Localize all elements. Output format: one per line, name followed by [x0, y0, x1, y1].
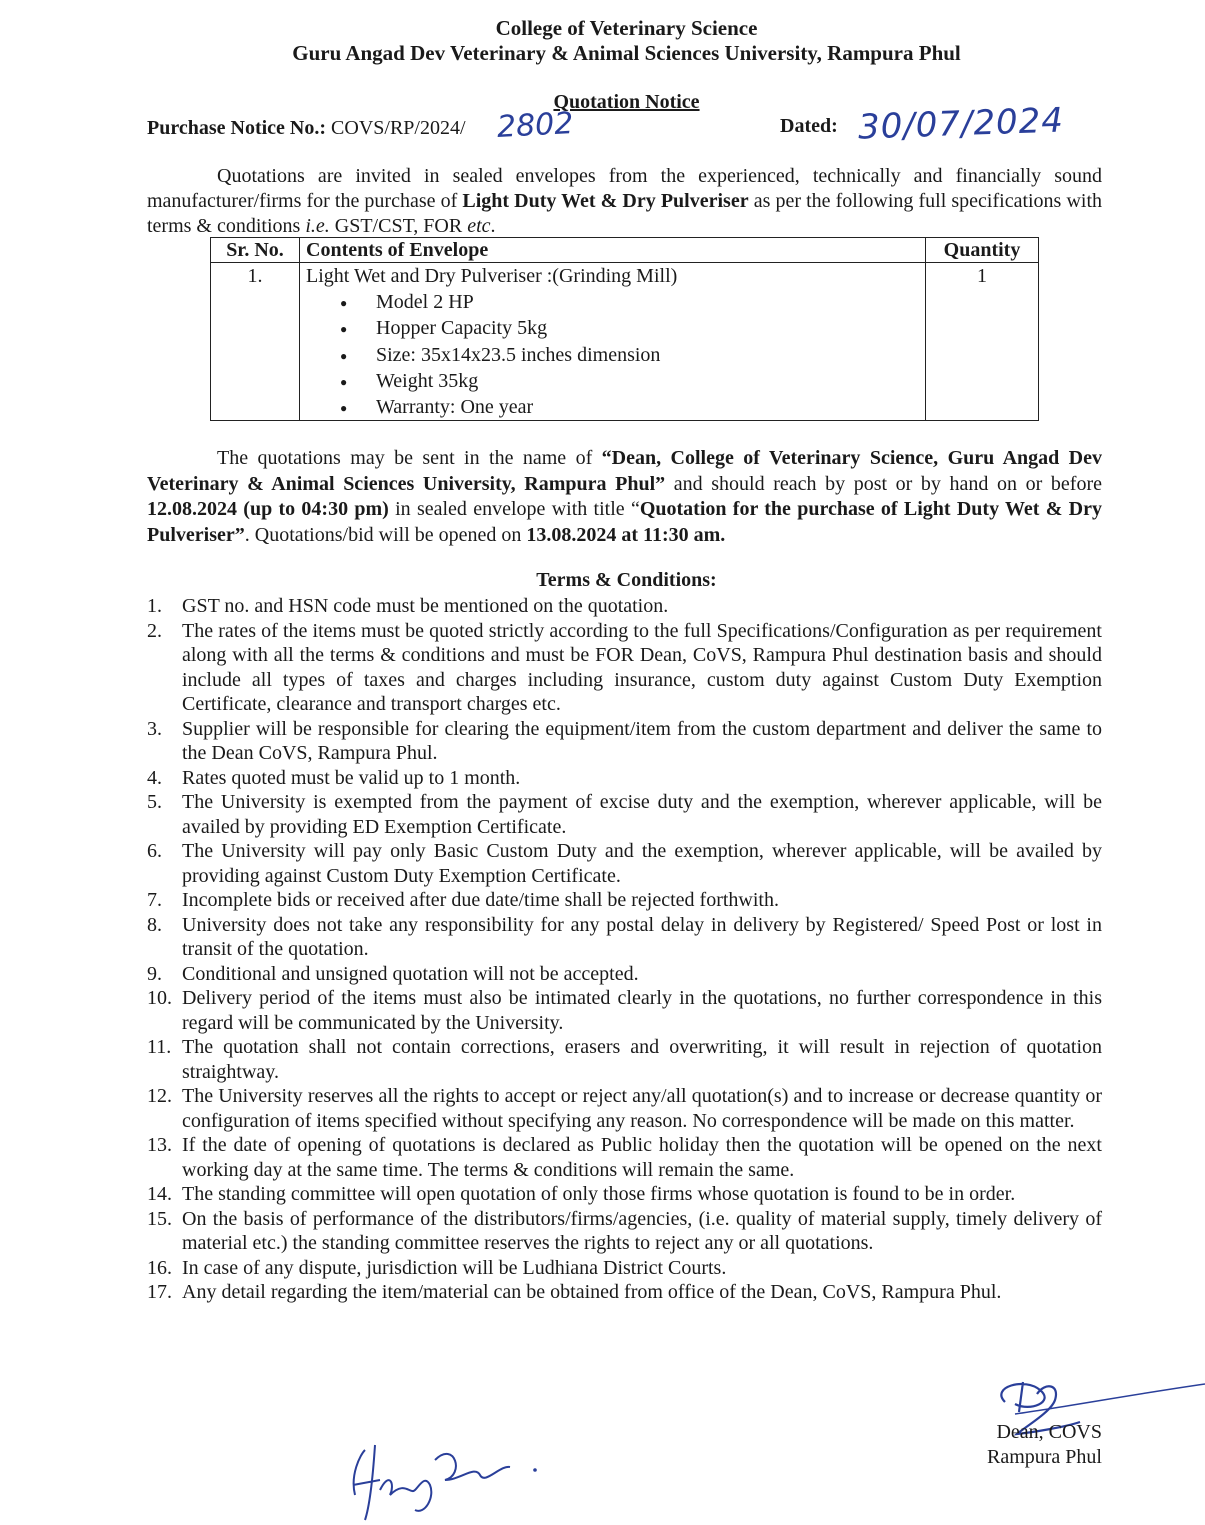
- spec-list: [306, 289, 919, 420]
- term-item: [147, 1133, 1102, 1182]
- term-item: [147, 962, 1102, 987]
- header-sr-no: Sr. No.: [211, 238, 300, 263]
- header-contents: Contents of Envelope: [300, 238, 926, 263]
- intro-item-name: Light Duty Wet & Dry Pulveriser: [462, 190, 749, 212]
- purchase-notice-number: [147, 117, 466, 140]
- table-row: [211, 263, 1039, 421]
- handwritten-notice-number: 2802: [496, 106, 575, 145]
- terms-list: [147, 594, 1102, 1305]
- term-text: The standing committee will open quotation of only those firms whose quotation is found to be in order.: [182, 1183, 1016, 1205]
- spec-item: ● Warranty: One year: [376, 394, 919, 420]
- term-item: [147, 839, 1102, 888]
- submission-text-4: . Quotations/bid will be opened on: [244, 523, 527, 546]
- submission-text-3: in sealed envelope with title “: [388, 498, 640, 520]
- term-number: 5.: [147, 791, 162, 813]
- intro-etc: etc: [467, 215, 491, 237]
- row-quantity: 1: [926, 263, 1039, 421]
- term-text: The rates of the items must be quoted strictly according to the full Specifications/Configuration as per requirement along with all the terms & conditions and must be FOR Dean, CoVS, Rampura Phul destination basis and should include all types of taxes and charges including insurance, custom duty against Custom Duty Exemption Certificate, clearance and transport charges etc.: [182, 619, 1102, 715]
- term-item: [147, 888, 1102, 913]
- row-item-name: Light Wet and Dry Pulveriser :(Grinding Mill): [306, 265, 678, 287]
- term-number: 14.: [147, 1183, 172, 1205]
- row-contents: [300, 263, 926, 421]
- term-text: If the date of opening of quotations is declared as Public holiday then the quotation will be opened on the next working day at the same time. The terms & conditions will remain the same.: [182, 1134, 1102, 1181]
- term-item: [147, 717, 1102, 766]
- term-number: 17.: [147, 1281, 172, 1303]
- term-number: 2.: [147, 619, 162, 642]
- handwritten-date: 30/07/2024: [857, 100, 1065, 148]
- opening-date: 13.08.2024 at 11:30 am.: [526, 523, 726, 546]
- term-text: On the basis of performance of the distributors/firms/agencies, (i.e. quality of material supply, timely delivery of material etc.) the standing committee reserves the rights to reject any or all quotations.: [182, 1207, 1102, 1254]
- table-header-row: [211, 238, 1039, 263]
- term-number: 7.: [147, 889, 162, 911]
- purchase-notice-label: Purchase Notice No.:: [147, 117, 327, 139]
- term-item: [147, 594, 1102, 619]
- signatory-designation: Dean, COVS: [996, 1421, 1102, 1443]
- term-item: [147, 1035, 1102, 1084]
- term-text: In case of any dispute, jurisdiction will be Ludhiana District Courts.: [182, 1256, 727, 1279]
- addressee: “Dean, College of Veterinary Science, Guru Angad Dev Veterinary & Animal Sciences University, Rampura Phul”: [147, 447, 1102, 495]
- terms-title: Terms & Conditions:: [536, 569, 717, 591]
- term-text: Delivery period of the items must also be intimated clearly in the quotations, no further correspondence in this regard will be communicated by the University.: [182, 987, 1102, 1034]
- envelope-title: Quotation for the purchase of Light Duty Wet & Dry Pulveriser”: [147, 498, 1102, 546]
- term-number: 16.: [147, 1256, 172, 1279]
- term-number: 3.: [147, 717, 162, 740]
- dated-label: Dated:: [780, 115, 838, 137]
- term-text: Rates quoted must be valid up to 1 month.: [182, 766, 521, 789]
- notice-title: Quotation Notice: [553, 91, 700, 113]
- term-item: [147, 790, 1102, 839]
- term-number: 10.: [147, 987, 172, 1009]
- term-text: Conditional and unsigned quotation will not be accepted.: [182, 962, 639, 985]
- due-date: 12.08.2024 (up to 04:30 pm): [147, 498, 389, 520]
- university-name: Guru Angad Dev Veterinary & Animal Sciences University, Rampura Phul: [292, 41, 961, 65]
- spec-item: ● Size: 35x14x23.5 inches dimension: [376, 342, 919, 368]
- term-number: 4.: [147, 766, 162, 789]
- term-number: 8.: [147, 913, 162, 936]
- specification-table: [210, 237, 1039, 421]
- signatory-place: Rampura Phul: [987, 1446, 1102, 1468]
- term-number: 1.: [147, 595, 162, 617]
- college-name: College of Veterinary Science: [495, 16, 758, 40]
- term-item: [147, 1207, 1102, 1256]
- term-item: [147, 913, 1102, 962]
- row-sr-no: 1.: [211, 263, 300, 421]
- term-item: [147, 1182, 1102, 1207]
- term-text: GST no. and HSN code must be mentioned on the quotation.: [182, 595, 669, 617]
- term-item: [147, 1084, 1102, 1133]
- term-item: [147, 1280, 1102, 1305]
- spec-item: ● Hopper Capacity 5kg: [376, 315, 919, 341]
- term-number: 9.: [147, 962, 162, 985]
- header-quantity: Quantity: [926, 238, 1039, 263]
- term-item: [147, 986, 1102, 1035]
- signature-block: [976, 1420, 1102, 1470]
- term-text: Incomplete bids or received after due date/time shall be rejected forthwith.: [182, 889, 779, 911]
- submission-paragraph: [147, 446, 1102, 548]
- term-text: The University is exempted from the payment of excise duty and the exemption, wherever applicable, will be availed by providing ED Exemption Certificate.: [182, 791, 1102, 838]
- term-item: [147, 1256, 1102, 1281]
- term-text: Any detail regarding the item/material can be obtained from office of the Dean, CoVS, Rampura Phul.: [182, 1281, 1002, 1303]
- term-item: [147, 766, 1102, 791]
- term-text: The University will pay only Basic Custom Duty and the exemption, wherever applicable, will be availed by providing against Custom Duty Exemption Certificate.: [182, 840, 1102, 887]
- intro-text-1: Quotations are invited in sealed envelopes from the experienced, technically and financially sound manufacturer/firms for the purchase of: [147, 165, 1102, 212]
- committee-signature: [335, 1435, 555, 1525]
- intro-paragraph: [147, 164, 1102, 239]
- spec-item: ● Model 2 HP: [376, 289, 919, 315]
- term-number: 12.: [147, 1085, 172, 1107]
- submission-text-1: The quotations may be sent in the name of: [217, 447, 602, 469]
- term-text: Supplier will be responsible for clearing the equipment/item from the custom department and deliver the same to the Dean CoVS, Rampura Phul.: [182, 717, 1102, 764]
- purchase-notice-prefix: COVS/RP/2024/: [331, 117, 466, 139]
- term-number: 15.: [147, 1207, 172, 1230]
- intro-text-4: .: [490, 215, 496, 237]
- term-number: 13.: [147, 1134, 172, 1156]
- spec-item: ● Weight 35kg: [376, 368, 919, 394]
- term-text: The quotation shall not contain corrections, erasers and overwriting, it will result in rejection of quotation straightway.: [182, 1036, 1102, 1083]
- term-number: 11.: [147, 1036, 172, 1058]
- intro-ie: i.e.: [305, 215, 330, 237]
- term-text: University does not take any responsibility for any postal delay in delivery by Registered/ Speed Post or lost in transit of the quotation.: [182, 913, 1102, 960]
- term-number: 6.: [147, 840, 162, 862]
- term-text: The University reserves all the rights to accept or reject any/all quotation(s) and to increase or decrease quantity or configuration of items specified without specifying any reason. No correspondence will be made on this matter.: [182, 1085, 1102, 1132]
- submission-text-2: and should reach by post or by hand on or before: [665, 472, 1102, 495]
- intro-text-3: GST/CST, FOR: [329, 215, 468, 237]
- term-item: [147, 619, 1102, 717]
- intro-text-2: as per the following full specifications with terms & conditions: [147, 190, 1102, 237]
